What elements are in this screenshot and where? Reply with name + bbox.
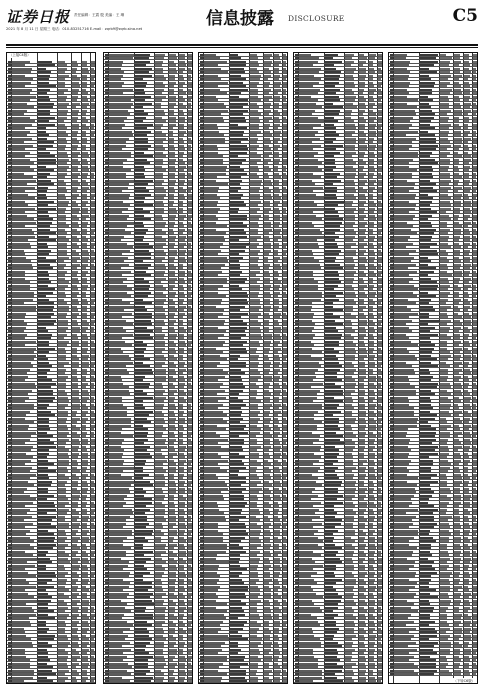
- table-column: [198, 52, 288, 684]
- table-column: [388, 52, 478, 684]
- table-column: [103, 52, 193, 684]
- row-index: [295, 680, 298, 682]
- holding-name: [325, 680, 343, 682]
- numeric-value: [345, 680, 355, 682]
- row-index: [200, 680, 203, 682]
- numeric-value: [369, 680, 376, 682]
- table-row: [294, 680, 382, 684]
- page-number: C5: [452, 6, 478, 26]
- numeric-value: [464, 673, 471, 675]
- row-index: [390, 673, 393, 675]
- numeric-value: [378, 680, 382, 682]
- numeric-value: [274, 680, 280, 682]
- disclosure-columns: [6, 52, 478, 684]
- numeric-value: [440, 673, 452, 675]
- fund-name: [204, 680, 222, 682]
- date-line: 2021 年 8 月 11 日 星期三 电话：010-83251716 E-mail：zqrb9@zqrb.sina.net: [6, 27, 143, 31]
- numeric-value: [359, 680, 367, 682]
- fund-name: [299, 680, 313, 682]
- section-subtitle: DISCLOSURE: [288, 14, 345, 23]
- table-row: [199, 680, 287, 684]
- holding-name: [230, 680, 247, 682]
- masthead-rule: [6, 44, 478, 46]
- fund-name: [394, 673, 418, 675]
- numeric-value: [454, 673, 461, 675]
- editor-line: 责任编辑：王震 殷 美编：王 琳: [74, 13, 125, 17]
- newspaper-logo: 证券日报: [6, 8, 71, 26]
- table-row: [389, 673, 477, 677]
- numeric-value: [264, 680, 272, 682]
- masthead-rule-thin: [6, 47, 478, 48]
- masthead: [6, 4, 478, 44]
- section-title: 信息披露: [206, 9, 274, 29]
- numeric-value: [283, 680, 288, 682]
- numeric-value: [473, 673, 477, 675]
- holding-name: [420, 673, 435, 675]
- table-column: [293, 52, 383, 684]
- numeric-value: [250, 680, 259, 682]
